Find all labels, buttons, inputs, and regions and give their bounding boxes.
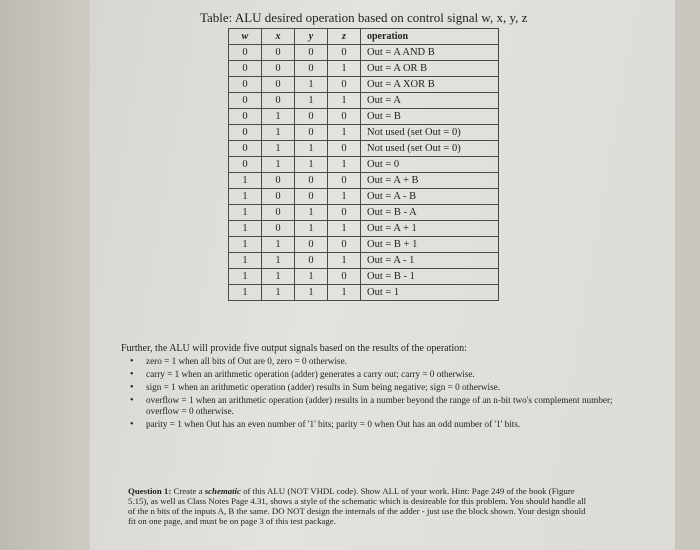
signal-carry: carry = 1 when an arithmetic operation (adder) generates a carry out; carry = 0 otherwise. bbox=[146, 369, 475, 379]
signal-list bbox=[128, 356, 628, 432]
bit-cell-w: 1 bbox=[229, 205, 262, 221]
question-label: Question 1: bbox=[128, 486, 172, 496]
table-row bbox=[229, 173, 499, 189]
list-item bbox=[128, 419, 628, 430]
bit-cell-w: 1 bbox=[229, 237, 262, 253]
bit-cell-y: 1 bbox=[295, 269, 328, 285]
background-edge bbox=[0, 0, 90, 550]
table-row bbox=[229, 205, 499, 221]
bit-cell-w: 1 bbox=[229, 269, 262, 285]
operation-cell: Out = A XOR B bbox=[361, 77, 499, 93]
list-item bbox=[128, 356, 628, 367]
bit-cell-x: 1 bbox=[262, 157, 295, 173]
bit-cell-x: 0 bbox=[262, 45, 295, 61]
table-row bbox=[229, 253, 499, 269]
bit-cell-w: 1 bbox=[229, 285, 262, 301]
bit-cell-z: 0 bbox=[328, 109, 361, 125]
header-x: x bbox=[262, 29, 295, 45]
signal-sign: sign = 1 when an arithmetic operation (adder) results in Sum being negative; sign = 0 otherwise. bbox=[146, 382, 501, 392]
alu-operation-table bbox=[228, 28, 499, 301]
bit-cell-x: 1 bbox=[262, 269, 295, 285]
bit-cell-z: 0 bbox=[328, 269, 361, 285]
bit-cell-w: 0 bbox=[229, 45, 262, 61]
bit-cell-y: 0 bbox=[295, 45, 328, 61]
table-row bbox=[229, 45, 499, 61]
header-w: w bbox=[229, 29, 262, 45]
bit-cell-z: 1 bbox=[328, 125, 361, 141]
bit-cell-y: 1 bbox=[295, 285, 328, 301]
table-header-row bbox=[229, 29, 499, 45]
bit-cell-z: 0 bbox=[328, 77, 361, 93]
list-item bbox=[128, 382, 628, 393]
bullet-icon: • bbox=[130, 369, 134, 380]
bit-cell-x: 0 bbox=[262, 173, 295, 189]
operation-cell: Not used (set Out = 0) bbox=[361, 125, 499, 141]
bit-cell-w: 0 bbox=[229, 141, 262, 157]
table-row bbox=[229, 237, 499, 253]
question-lead: Create a bbox=[173, 486, 203, 496]
signal-zero: zero = 1 when all bits of Out are 0, zero = 0 otherwise. bbox=[146, 356, 347, 366]
bit-cell-x: 1 bbox=[262, 237, 295, 253]
bit-cell-x: 0 bbox=[262, 61, 295, 77]
bit-cell-y: 0 bbox=[295, 253, 328, 269]
bit-cell-x: 0 bbox=[262, 77, 295, 93]
table-body bbox=[229, 45, 499, 301]
operation-cell: Out = B + 1 bbox=[361, 237, 499, 253]
table-row bbox=[229, 269, 499, 285]
bit-cell-y: 0 bbox=[295, 189, 328, 205]
bit-cell-x: 0 bbox=[262, 221, 295, 237]
bit-cell-x: 1 bbox=[262, 253, 295, 269]
bit-cell-x: 1 bbox=[262, 285, 295, 301]
bit-cell-y: 1 bbox=[295, 141, 328, 157]
operation-cell: Out = A - B bbox=[361, 189, 499, 205]
bit-cell-x: 0 bbox=[262, 205, 295, 221]
list-item bbox=[128, 395, 628, 417]
bit-cell-y: 1 bbox=[295, 221, 328, 237]
question-1 bbox=[128, 486, 593, 526]
table-row bbox=[229, 285, 499, 301]
bit-cell-z: 1 bbox=[328, 189, 361, 205]
table-row bbox=[229, 221, 499, 237]
table-row bbox=[229, 189, 499, 205]
bit-cell-z: 0 bbox=[328, 141, 361, 157]
bit-cell-z: 0 bbox=[328, 173, 361, 189]
bit-cell-w: 1 bbox=[229, 173, 262, 189]
table-row bbox=[229, 61, 499, 77]
bit-cell-z: 0 bbox=[328, 45, 361, 61]
operation-cell: Out = A - 1 bbox=[361, 253, 499, 269]
table-row bbox=[229, 125, 499, 141]
table-row bbox=[229, 141, 499, 157]
bit-cell-y: 0 bbox=[295, 173, 328, 189]
bit-cell-x: 1 bbox=[262, 125, 295, 141]
bit-cell-z: 1 bbox=[328, 93, 361, 109]
bit-cell-y: 1 bbox=[295, 93, 328, 109]
list-item bbox=[128, 369, 628, 380]
bullet-icon: • bbox=[130, 382, 134, 393]
bit-cell-z: 0 bbox=[328, 237, 361, 253]
operation-cell: Out = A + 1 bbox=[361, 221, 499, 237]
bit-cell-w: 1 bbox=[229, 253, 262, 269]
bit-cell-x: 1 bbox=[262, 141, 295, 157]
operation-cell: Out = A + B bbox=[361, 173, 499, 189]
table-row bbox=[229, 77, 499, 93]
bit-cell-w: 0 bbox=[229, 125, 262, 141]
bit-cell-y: 0 bbox=[295, 61, 328, 77]
bit-cell-w: 0 bbox=[229, 93, 262, 109]
operation-cell: Out = B bbox=[361, 109, 499, 125]
bullet-icon: • bbox=[130, 395, 134, 406]
table-caption: Table: ALU desired operation based on control signal w, x, y, z bbox=[200, 10, 528, 25]
bullet-icon: • bbox=[130, 356, 134, 367]
bit-cell-w: 1 bbox=[229, 221, 262, 237]
bit-cell-w: 0 bbox=[229, 61, 262, 77]
signal-overflow: overflow = 1 when an arithmetic operation (adder) results in a number beyond the range of an n-bit two's complement number; overflow = 0 otherwise. bbox=[146, 395, 613, 416]
bit-cell-y: 0 bbox=[295, 125, 328, 141]
operation-cell: Out = B - 1 bbox=[361, 269, 499, 285]
bit-cell-w: 0 bbox=[229, 109, 262, 125]
header-z: z bbox=[328, 29, 361, 45]
bit-cell-w: 1 bbox=[229, 189, 262, 205]
bit-cell-x: 0 bbox=[262, 93, 295, 109]
table-row bbox=[229, 93, 499, 109]
question-body: of this ALU (NOT VHDL code). Show ALL of your work. Hint: Page 249 of the book (Figure 5.15), as well as Class Notes Page 4.31, shows a style of the schematic which is desireable for this problem. You should handle all of the n bits of the inputs A, B the same. DO NOT design the internals of the adder - just use the block shown. Your design should fit on one page, and must be on page 3 of this test package. bbox=[128, 486, 587, 526]
table-row bbox=[229, 109, 499, 125]
signal-parity: parity = 1 when Out has an even number of '1' bits; parity = 0 when Out has an odd number of '1' bits. bbox=[146, 419, 521, 429]
further-text: Further, the ALU will provide five output signals based on the results of the operation: bbox=[121, 343, 467, 354]
header-operation: operation bbox=[361, 29, 499, 45]
operation-cell: Out = B - A bbox=[361, 205, 499, 221]
header-y: y bbox=[295, 29, 328, 45]
bit-cell-y: 0 bbox=[295, 109, 328, 125]
bit-cell-y: 1 bbox=[295, 157, 328, 173]
bit-cell-z: 1 bbox=[328, 285, 361, 301]
question-emphasis: schematic bbox=[204, 486, 241, 496]
table-row bbox=[229, 157, 499, 173]
bit-cell-z: 1 bbox=[328, 61, 361, 77]
bullet-icon: • bbox=[130, 419, 134, 430]
operation-cell: Out = A bbox=[361, 93, 499, 109]
bit-cell-y: 0 bbox=[295, 237, 328, 253]
operation-cell: Not used (set Out = 0) bbox=[361, 141, 499, 157]
bit-cell-y: 1 bbox=[295, 205, 328, 221]
bit-cell-x: 0 bbox=[262, 189, 295, 205]
operation-cell: Out = 1 bbox=[361, 285, 499, 301]
operation-cell: Out = A OR B bbox=[361, 61, 499, 77]
bit-cell-w: 0 bbox=[229, 157, 262, 173]
operation-cell: Out = 0 bbox=[361, 157, 499, 173]
bit-cell-z: 1 bbox=[328, 221, 361, 237]
bit-cell-z: 0 bbox=[328, 205, 361, 221]
operation-cell: Out = A AND B bbox=[361, 45, 499, 61]
bit-cell-w: 0 bbox=[229, 77, 262, 93]
bit-cell-z: 1 bbox=[328, 253, 361, 269]
bit-cell-z: 1 bbox=[328, 157, 361, 173]
bit-cell-x: 1 bbox=[262, 109, 295, 125]
bit-cell-y: 1 bbox=[295, 77, 328, 93]
